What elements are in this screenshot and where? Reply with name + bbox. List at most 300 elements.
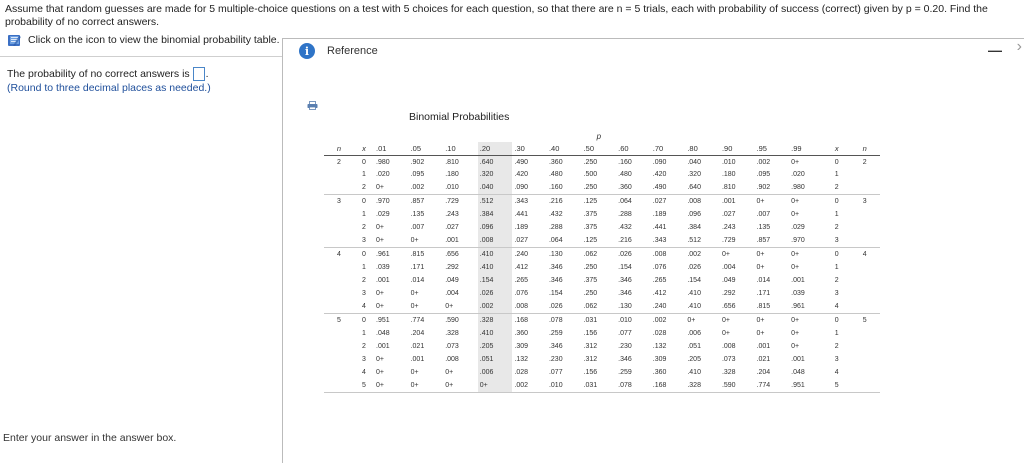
- cell-prob: .810: [445, 158, 459, 166]
- cell-prob: .001: [376, 276, 390, 284]
- cell-prob: .346: [548, 276, 563, 284]
- cell-prob: .410: [478, 327, 513, 340]
- cell-prob: .328: [721, 369, 736, 377]
- cell-prob: .205: [478, 340, 513, 353]
- cell-prob: .026: [618, 250, 632, 258]
- binomial-table: [324, 130, 880, 393]
- cell-prob: .346: [618, 290, 632, 298]
- cell-prob: .040: [478, 182, 513, 195]
- cell-x-right: 4: [834, 369, 839, 377]
- cell-prob: .007: [756, 211, 771, 219]
- cell-prob: .002: [687, 250, 701, 258]
- cell-n-right: [850, 182, 880, 195]
- cell-n-right: [850, 327, 880, 340]
- binomial-table-hint[interactable]: [7, 33, 280, 47]
- cell-prob: .189: [514, 224, 528, 232]
- header-p-value: .95: [755, 142, 790, 155]
- table-row: [324, 208, 880, 221]
- cell-prob: .020: [791, 171, 805, 179]
- cell-prob: .265: [514, 276, 528, 284]
- cell-prob: .001: [443, 234, 478, 247]
- cell-prob: 0+: [791, 316, 800, 324]
- hint-link-text[interactable]: Click on the icon to view the binomial probability table.: [28, 34, 280, 46]
- cell-prob: .132: [514, 356, 528, 364]
- blank-cell: [651, 130, 686, 142]
- cell-prob: .346: [618, 276, 632, 284]
- cell-prob: .008: [652, 250, 667, 258]
- cell-prob: .064: [618, 198, 632, 206]
- table-row: [324, 353, 880, 366]
- cell-prob: .154: [687, 276, 701, 284]
- blank-cell: [616, 130, 651, 142]
- cell-prob: 0+: [791, 342, 800, 350]
- cell-n-right: [850, 221, 880, 234]
- cell-prob: .125: [582, 234, 617, 247]
- cell-prob: 0+: [409, 234, 444, 247]
- cell-prob: .048: [376, 329, 390, 337]
- cell-prob: .008: [512, 300, 547, 313]
- cell-prob: .204: [410, 329, 425, 337]
- cell-n-right: [850, 274, 880, 287]
- cell-prob: .410: [687, 290, 701, 298]
- blank-cell: [824, 130, 850, 142]
- table-row: [324, 366, 880, 379]
- cell-x: 0: [362, 158, 366, 166]
- cell-n: [324, 366, 354, 379]
- cell-prob: .360: [514, 329, 528, 337]
- cell-prob: .656: [445, 250, 459, 258]
- table-row: [324, 340, 880, 353]
- cell-prob: .130: [548, 250, 563, 258]
- minimize-button[interactable]: —: [988, 42, 1002, 58]
- cell-prob: .259: [618, 369, 632, 377]
- cell-prob: .004: [445, 290, 459, 298]
- blank-cell: [374, 130, 409, 142]
- enter-answer-instruction: Enter your answer in the answer box.: [3, 432, 177, 444]
- cell-prob: 0+: [721, 250, 730, 258]
- cell-prob: .250: [582, 182, 617, 195]
- p-label: p: [596, 131, 602, 141]
- table-row: [324, 155, 880, 168]
- cell-prob: 0+: [791, 250, 800, 258]
- cell-prob: .774: [410, 316, 425, 324]
- cell-x-right: 4: [824, 300, 850, 313]
- cell-prob: .441: [514, 211, 528, 219]
- cell-n-right: [850, 353, 880, 366]
- cell-prob: 0+: [376, 356, 384, 364]
- cell-prob: .090: [512, 182, 547, 195]
- cell-x-right: 3: [824, 234, 850, 247]
- cell-prob: .480: [618, 171, 632, 179]
- blank-cell: [409, 130, 444, 142]
- cell-prob: .040: [687, 158, 701, 166]
- cell-x: 1: [362, 211, 366, 219]
- cell-prob: .729: [720, 234, 755, 247]
- cell-prob: .240: [514, 250, 528, 258]
- cell-prob: .001: [376, 342, 390, 350]
- header-p-value: .01: [374, 142, 409, 155]
- cell-prob: .216: [616, 234, 651, 247]
- print-icon[interactable]: [307, 101, 318, 110]
- cell-prob: .007: [410, 224, 425, 232]
- cell-prob: 0+: [721, 316, 730, 324]
- cell-x-right: 0: [834, 250, 839, 258]
- table-row: [324, 182, 880, 195]
- cell-n: [324, 340, 354, 353]
- cell-prob: .031: [582, 379, 617, 392]
- cell-prob: .360: [616, 182, 651, 195]
- cell-prob: .288: [548, 224, 563, 232]
- table-row: [324, 234, 880, 247]
- cell-x: 4: [362, 369, 366, 377]
- cell-prob: .028: [514, 369, 528, 377]
- cell-prob: .360: [548, 158, 563, 166]
- cell-prob: .970: [789, 234, 824, 247]
- cell-prob: .154: [618, 263, 632, 271]
- cell-prob: .259: [548, 329, 563, 337]
- cell-prob: .240: [651, 300, 686, 313]
- cell-x: 1: [362, 329, 366, 337]
- cell-x-right: 0: [834, 316, 839, 324]
- cell-n: 5: [337, 316, 341, 324]
- cell-prob: .014: [756, 276, 771, 284]
- cell-prob: .048: [791, 369, 805, 377]
- cell-prob: .154: [478, 274, 513, 287]
- cell-prob: .412: [514, 263, 528, 271]
- cell-prob: .027: [652, 198, 667, 206]
- book-icon[interactable]: [7, 34, 22, 47]
- cell-n: [324, 208, 354, 221]
- cell-n-right: [850, 261, 880, 274]
- answer-input[interactable]: [193, 67, 205, 81]
- cell-prob: .265: [652, 276, 667, 284]
- cell-prob: .320: [687, 171, 701, 179]
- cell-prob: .160: [547, 182, 582, 195]
- cell-prob: .857: [410, 198, 425, 206]
- cell-prob: .309: [652, 356, 667, 364]
- cell-n-right: [850, 366, 880, 379]
- cell-prob: 0+: [443, 300, 478, 313]
- cell-prob: 0+: [687, 316, 696, 324]
- cell-x: 2: [362, 342, 366, 350]
- cell-x: 2: [354, 182, 374, 195]
- cell-prob: 0+: [478, 379, 513, 392]
- cell-prob: 0+: [374, 300, 409, 313]
- cell-prob: .512: [685, 234, 720, 247]
- cell-prob: .027: [512, 234, 547, 247]
- blank-cell: [685, 130, 720, 142]
- cell-prob: .073: [445, 342, 459, 350]
- header-p-value: .40: [547, 142, 582, 155]
- cell-prob: .490: [514, 158, 528, 166]
- cell-prob: .051: [478, 353, 513, 366]
- cell-prob: .410: [478, 248, 513, 261]
- cell-prob: .375: [583, 276, 598, 284]
- cell-n-right: [850, 234, 880, 247]
- cell-prob: .230: [548, 356, 563, 364]
- cell-prob: 0+: [791, 158, 800, 166]
- cell-prob: .096: [478, 221, 513, 234]
- header-p-value: .05: [409, 142, 444, 155]
- cell-prob: .002: [409, 182, 444, 195]
- cell-prob: 0+: [791, 211, 800, 219]
- cell-n-right: [850, 287, 880, 300]
- cell-x-right: 2: [834, 224, 839, 232]
- cell-prob: .029: [376, 211, 390, 219]
- cell-prob: .027: [445, 224, 459, 232]
- cell-prob: .076: [652, 263, 667, 271]
- cell-n-right: [850, 168, 880, 181]
- cell-n-right: [850, 340, 880, 353]
- header-n: n: [324, 142, 354, 155]
- cell-prob: .412: [652, 290, 667, 298]
- cell-prob: .640: [478, 155, 513, 168]
- cell-prob: .420: [514, 171, 528, 179]
- header-p-value: .50: [582, 142, 617, 155]
- cell-prob: 0+: [409, 379, 444, 392]
- cell-x-right: 1: [834, 263, 839, 271]
- cell-prob: .375: [583, 211, 598, 219]
- cell-prob: .810: [720, 182, 755, 195]
- cell-prob: .095: [756, 171, 771, 179]
- cell-prob: .292: [445, 263, 459, 271]
- cell-prob: .031: [583, 316, 598, 324]
- cell-prob: 0+: [756, 316, 765, 324]
- cell-prob: 0+: [374, 234, 409, 247]
- cell-prob: .902: [755, 182, 790, 195]
- cell-x: 5: [354, 379, 374, 392]
- cell-prob: .980: [376, 158, 390, 166]
- cell-prob: .051: [687, 342, 701, 350]
- cell-prob: .216: [548, 198, 563, 206]
- cell-n: 3: [337, 198, 341, 206]
- header-p-value: .10: [443, 142, 478, 155]
- cell-prob: .432: [548, 211, 563, 219]
- cell-prob: .006: [687, 329, 701, 337]
- cell-x-right: 1: [834, 329, 839, 337]
- cell-n: 4: [337, 250, 341, 258]
- cell-prob: .001: [721, 198, 736, 206]
- info-icon: i: [299, 43, 315, 59]
- cell-prob: .512: [478, 195, 513, 208]
- cell-n: [324, 327, 354, 340]
- reference-panel: [282, 38, 1024, 463]
- answer-prompt: The probability of no correct answers is: [7, 68, 190, 80]
- close-icon[interactable]: ›: [1016, 38, 1022, 55]
- table-row: [324, 327, 880, 340]
- cell-prob: .500: [583, 171, 598, 179]
- answer-suffix: .: [205, 68, 209, 80]
- header-x-right: x: [824, 142, 850, 155]
- cell-prob: .902: [410, 158, 425, 166]
- cell-prob: .857: [755, 234, 790, 247]
- cell-prob: .951: [789, 379, 824, 392]
- cell-prob: 0+: [410, 369, 419, 377]
- cell-prob: .021: [756, 356, 771, 364]
- cell-prob: .010: [721, 158, 736, 166]
- blank-cell: [324, 130, 354, 142]
- cell-prob: 0+: [410, 290, 419, 298]
- cell-prob: .029: [791, 224, 805, 232]
- cell-x-right: 3: [834, 290, 839, 298]
- cell-prob: .049: [445, 276, 459, 284]
- cell-x: 3: [362, 290, 366, 298]
- header-p-value: .70: [651, 142, 686, 155]
- cell-x: 2: [362, 276, 366, 284]
- table-row: [324, 313, 880, 326]
- cell-prob: .205: [687, 356, 701, 364]
- answer-question: [7, 67, 209, 81]
- cell-x-right: 0: [834, 198, 839, 206]
- cell-prob: .125: [583, 198, 598, 206]
- blank-cell: [755, 130, 790, 142]
- header-p-value: .80: [685, 142, 720, 155]
- table-row: [324, 287, 880, 300]
- cell-n: [324, 379, 354, 392]
- cell-n: [324, 261, 354, 274]
- cell-prob: .375: [583, 224, 598, 232]
- cell-prob: 0+: [443, 379, 478, 392]
- table-row: [324, 379, 880, 392]
- table-row: [324, 261, 880, 274]
- cell-x-right: 2: [834, 276, 839, 284]
- cell-prob: .076: [514, 290, 528, 298]
- cell-prob: .001: [791, 356, 805, 364]
- cell-prob: .490: [651, 182, 686, 195]
- cell-prob: 0+: [445, 369, 454, 377]
- cell-prob: .001: [791, 276, 805, 284]
- cell-prob: 0+: [756, 263, 765, 271]
- cell-prob: .243: [721, 224, 736, 232]
- table-row: [324, 195, 880, 208]
- cell-n: [324, 182, 354, 195]
- cell-n: [324, 287, 354, 300]
- cell-prob: .384: [687, 224, 701, 232]
- cell-prob: .480: [548, 171, 563, 179]
- cell-prob: .132: [652, 342, 667, 350]
- cell-n-right: 5: [862, 316, 867, 324]
- cell-prob: 0+: [791, 263, 800, 271]
- cell-n: [324, 168, 354, 181]
- cell-prob: .004: [721, 263, 736, 271]
- cell-prob: .064: [547, 234, 582, 247]
- cell-x: 3: [362, 356, 366, 364]
- cell-prob: 0+: [721, 329, 730, 337]
- cell-prob: .008: [687, 198, 701, 206]
- cell-prob: .410: [687, 369, 701, 377]
- cell-prob: .441: [652, 224, 667, 232]
- cell-prob: .130: [616, 300, 651, 313]
- p-label-row: [324, 130, 880, 142]
- round-hint: (Round to three decimal places as needed.): [7, 82, 211, 94]
- cell-prob: .961: [376, 250, 390, 258]
- cell-prob: .001: [410, 356, 425, 364]
- cell-prob: .160: [618, 158, 632, 166]
- cell-prob: .815: [755, 300, 790, 313]
- cell-prob: .590: [720, 379, 755, 392]
- cell-prob: .980: [789, 182, 824, 195]
- cell-prob: .204: [756, 369, 771, 377]
- cell-prob: .432: [618, 224, 632, 232]
- table-row: [324, 300, 880, 313]
- cell-prob: 0+: [756, 250, 765, 258]
- cell-prob: .049: [721, 276, 736, 284]
- cell-prob: .095: [410, 171, 425, 179]
- cell-prob: .961: [789, 300, 824, 313]
- blank-cell: [547, 130, 582, 142]
- cell-n: [324, 234, 354, 247]
- cell-prob: 0+: [756, 198, 765, 206]
- cell-prob: .002: [652, 316, 667, 324]
- cell-prob: .077: [618, 329, 632, 337]
- header-p-value: .90: [720, 142, 755, 155]
- cell-prob: .640: [685, 182, 720, 195]
- cell-prob: .346: [548, 342, 563, 350]
- cell-prob: 0+: [409, 300, 444, 313]
- cell-prob: .189: [652, 211, 667, 219]
- reference-title: Reference: [327, 45, 378, 57]
- cell-prob: .026: [547, 300, 582, 313]
- cell-x-right: 1: [834, 171, 839, 179]
- cell-prob: .002: [756, 158, 771, 166]
- cell-prob: 0+: [376, 290, 384, 298]
- cell-prob: .073: [721, 356, 736, 364]
- cell-prob: .590: [445, 316, 459, 324]
- cell-prob: .774: [755, 379, 790, 392]
- blank-cell: [443, 130, 478, 142]
- cell-n-right: [850, 379, 880, 392]
- cell-prob: .343: [514, 198, 528, 206]
- cell-prob: .001: [756, 342, 771, 350]
- cell-prob: .180: [445, 171, 459, 179]
- cell-prob: .010: [443, 182, 478, 195]
- cell-prob: .312: [583, 342, 598, 350]
- cell-prob: .243: [445, 211, 459, 219]
- cell-prob: .292: [721, 290, 736, 298]
- cell-prob: 0+: [376, 369, 384, 377]
- cell-prob: .002: [512, 379, 547, 392]
- cell-prob: .328: [445, 329, 459, 337]
- cell-prob: .002: [478, 300, 513, 313]
- blank-cell: [789, 130, 824, 142]
- cell-prob: .156: [583, 329, 598, 337]
- cell-prob: 0+: [756, 329, 765, 337]
- cell-prob: .078: [616, 379, 651, 392]
- cell-prob: .410: [478, 261, 513, 274]
- cell-prob: .154: [548, 290, 563, 298]
- cell-n: [324, 353, 354, 366]
- blank-cell: [720, 130, 755, 142]
- cell-x-right: 0: [834, 158, 839, 166]
- header-n-right: n: [850, 142, 880, 155]
- cell-n-right: 3: [862, 198, 867, 206]
- cell-prob: .008: [478, 234, 513, 247]
- cell-prob: .135: [410, 211, 425, 219]
- blank-cell: [850, 130, 880, 142]
- cell-prob: .014: [410, 276, 425, 284]
- cell-x-right: 2: [824, 182, 850, 195]
- cell-x: 3: [354, 234, 374, 247]
- cell-prob: .250: [583, 290, 598, 298]
- cell-prob: .010: [618, 316, 632, 324]
- cell-x: 4: [354, 300, 374, 313]
- cell-prob: .077: [548, 369, 563, 377]
- cell-prob: .312: [583, 356, 598, 364]
- table-title: Binomial Probabilities: [409, 111, 510, 123]
- cell-prob: .815: [410, 250, 425, 258]
- cell-prob: 0+: [374, 182, 409, 195]
- cell-prob: .250: [583, 158, 598, 166]
